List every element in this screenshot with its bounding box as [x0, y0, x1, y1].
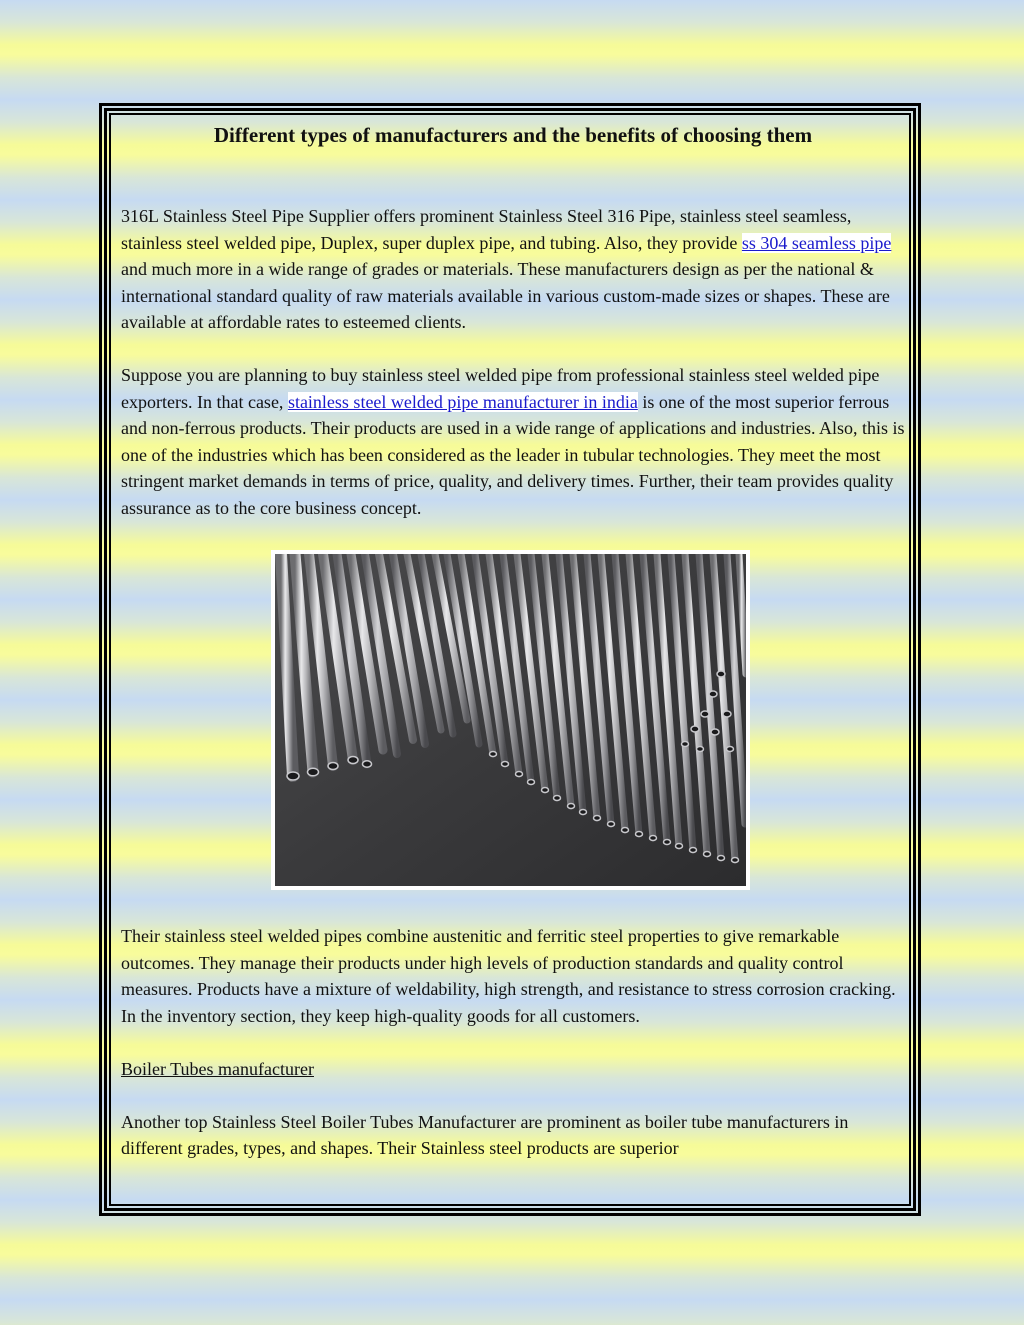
steel-pipes-image	[275, 554, 746, 886]
document-body-top	[121, 120, 905, 521]
document-title: Different types of manufacturers and the benefits of choosing them	[213, 123, 813, 147]
welded-pipe-manufacturer-link[interactable]: stainless steel welded pipe manufacturer in india	[287, 391, 638, 412]
paragraph-intro	[121, 203, 905, 336]
paragraph-boiler-tubes: Another top Stainless Steel Boiler Tubes Manufacturer are prominent as boiler tube manufacturers in different grades, types, and shapes. Their Stainless steel products are superior	[121, 1111, 849, 1158]
boiler-tubes-heading-text: Boiler Tubes manufacturer	[121, 1058, 314, 1079]
document-body-bottom	[121, 923, 905, 1162]
steel-pipes-photo	[271, 550, 750, 890]
paragraph-welded-text-a: Suppose you are planning to buy stainless steel welded pipe from professional stainless steel welded pipe exporters. In that case,	[121, 365, 880, 412]
paragraph-welded-text-b: is one of the most superior ferrous and non-ferrous products. Their products are used in a wide range of applications and industries. Also, this is one of the industries which has been considered as the leader in tubular technologies. They meet the most stringent market demands in terms of price, quality, and delivery times. Further, their team provides quality assurance as to the core business concept.	[121, 391, 905, 518]
paragraph-welded-pipe	[121, 362, 905, 521]
paragraph-intro-text-a: 316L Stainless Steel Pipe Supplier offers prominent Stainless Steel 316 Pipe, stainless steel seamless, stainless steel welded pipe, Duplex, super duplex pipe, and tubing. Also, they provide	[121, 206, 852, 253]
section-heading-boiler-tubes	[121, 1056, 905, 1083]
ss-304-seamless-pipe-link[interactable]: ss 304 seamless pipe	[741, 232, 892, 253]
paragraph-intro-text-b: and much more in a wide range of grades or materials. These manufacturers design as per the national & international standard quality of raw materials available in various custom-made sizes or shapes. These are available at affordable rates to esteemed clients.	[121, 259, 890, 332]
paragraph-properties: Their stainless steel welded pipes combine austenitic and ferritic steel properties to give remarkable outcomes. They manage their products under high levels of production standards and quality control measures. Products have a mixture of weldability, high strength, and resistance to stress corrosion cracking. In the inventory section, they keep high-quality goods for all customers.	[121, 926, 896, 1026]
